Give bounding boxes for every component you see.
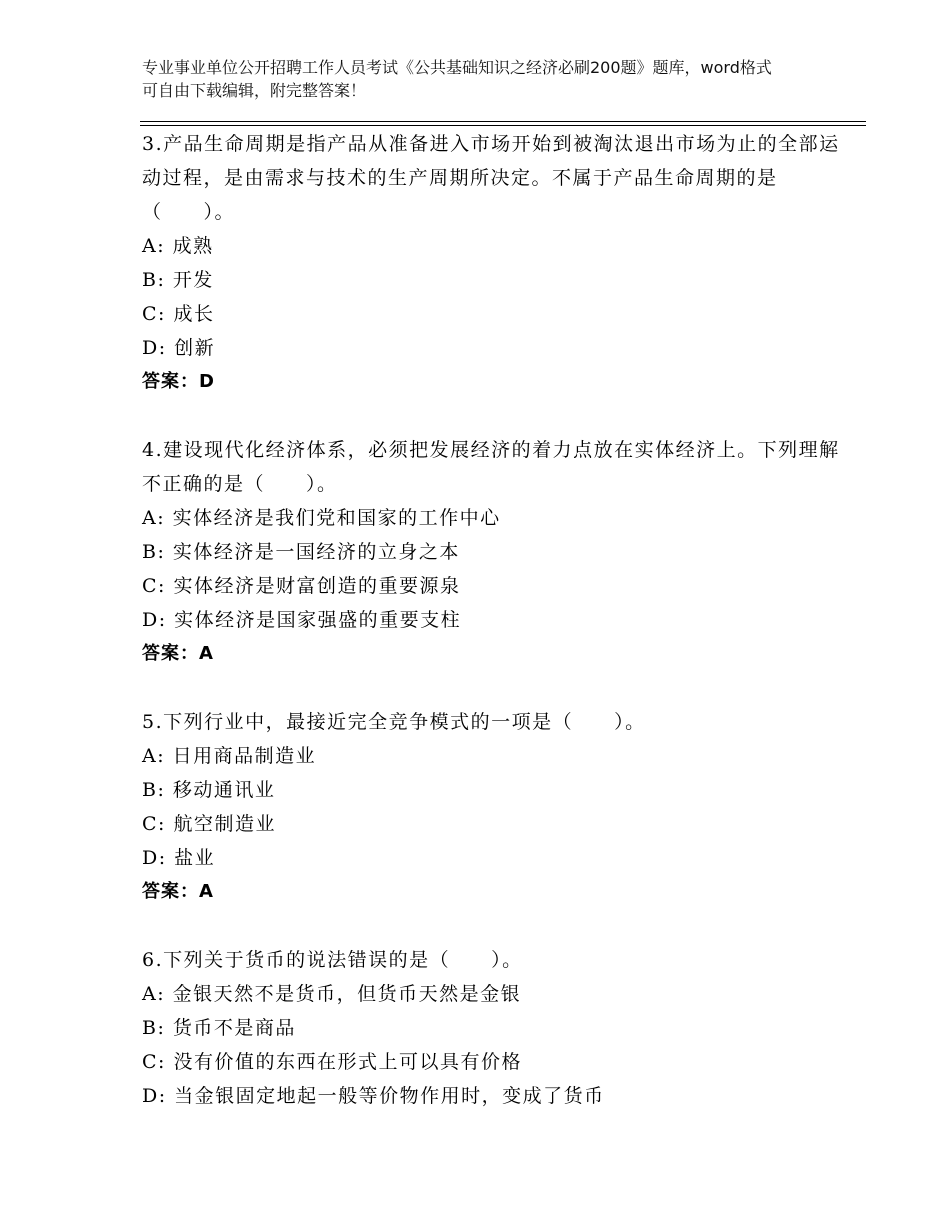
header-rule-top <box>140 121 866 122</box>
question-5 <box>142 705 842 909</box>
option-c: C: 成长 <box>142 303 215 325</box>
question-text: 5.下列行业中，最接近完全竞争模式的一项是（ ）。 <box>142 711 646 733</box>
option-c: C: 实体经济是财富创造的重要源泉 <box>142 575 461 597</box>
answer: 答案：A <box>142 643 214 664</box>
option-d: D: 实体经济是国家强盛的重要支柱 <box>142 609 462 631</box>
option-b: B: 实体经济是一国经济的立身之本 <box>142 541 460 563</box>
question-3 <box>142 127 842 399</box>
option-d: D: 盐业 <box>142 847 216 869</box>
option-a: A: 金银天然不是货币，但货币天然是金银 <box>142 983 522 1005</box>
answer: 答案：A <box>142 881 214 902</box>
option-d: D: 创新 <box>142 337 216 359</box>
question-4 <box>142 433 842 671</box>
option-a: A: 日用商品制造业 <box>142 745 317 767</box>
question-6 <box>142 943 842 1113</box>
document-header: 专业事业单位公开招聘工作人员考试《公共基础知识之经济必刷200题》题库，word格式可自由下载编辑，附完整答案！ <box>142 58 772 100</box>
option-c: C: 航空制造业 <box>142 813 276 835</box>
question-text: 6.下列关于货币的说法错误的是（ ）。 <box>142 949 523 971</box>
question-list <box>142 127 842 1113</box>
answer: 答案：D <box>142 371 215 392</box>
option-b: B: 货币不是商品 <box>142 1017 296 1039</box>
option-b: B: 移动通讯业 <box>142 779 276 801</box>
question-text: 3.产品生命周期是指产品从准备进入市场开始到被淘汰退出市场为止的全部运动过程，是由需求与技术的生产周期所决定。不属于产品生命周期的是（ ）。 <box>142 133 840 223</box>
option-b: B: 开发 <box>142 269 214 291</box>
option-a: A: 成熟 <box>142 235 214 257</box>
header-rule-bottom <box>140 125 866 126</box>
option-a: A: 实体经济是我们党和国家的工作中心 <box>142 507 501 529</box>
question-text: 4.建设现代化经济体系，必须把发展经济的着力点放在实体经济上。下列理解不正确的是（ ）。 <box>142 439 840 495</box>
option-c: C: 没有价值的东西在形式上可以具有价格 <box>142 1051 522 1073</box>
option-d: D: 当金银固定地起一般等价物作用时，变成了货币 <box>142 1085 605 1107</box>
